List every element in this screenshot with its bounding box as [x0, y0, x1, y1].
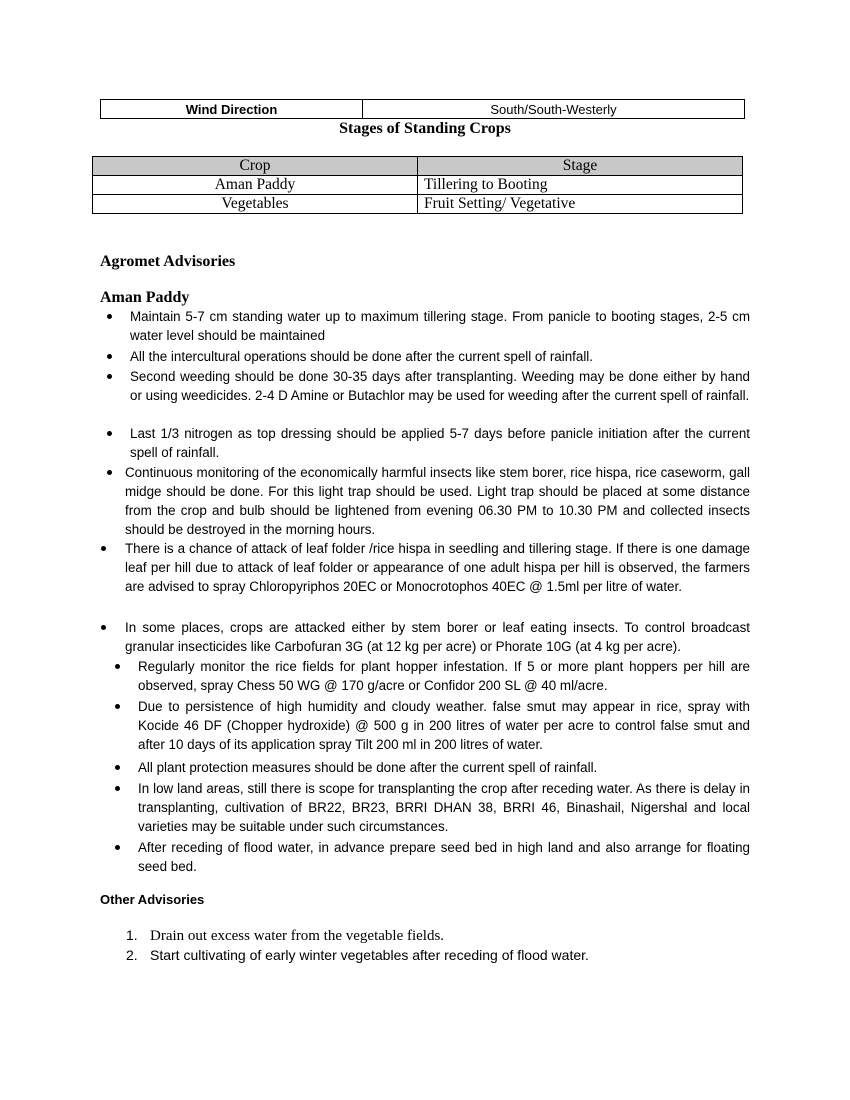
advisory-text: After receding of flood water, in advance prepare seed bed in high land and also arrange for floating seed bed. — [138, 840, 750, 874]
bullet-icon — [115, 664, 120, 669]
advisory-item — [138, 758, 750, 777]
advisory-text: All the intercultural operations should be done after the current spell of rainfall. — [130, 349, 593, 364]
wind-direction-label: Wind Direction — [101, 100, 363, 119]
advisory-text: Maintain 5-7 cm standing water up to maximum tillering stage. From panicle to booting stages, 2-5 cm water level should be maintained — [130, 309, 750, 343]
list-item — [126, 926, 766, 946]
bullet-icon — [115, 765, 120, 770]
bullet-icon — [107, 354, 112, 359]
advisory-text: Last 1/3 nitrogen as top dressing should be applied 5-7 days before panicle initiation after the current spell of rainfall. — [130, 426, 750, 460]
stages-title: Stages of Standing Crops — [339, 120, 511, 137]
bullet-icon — [101, 546, 106, 551]
table-row — [93, 195, 743, 214]
list-text: Drain out excess water from the vegetable fields. — [150, 928, 445, 944]
other-advisories-list — [126, 926, 766, 965]
table-header-row — [93, 157, 743, 176]
bullet-icon — [101, 625, 106, 630]
crop-stage-table — [92, 156, 743, 214]
crop-cell: Vegetables — [93, 195, 418, 214]
crop-cell: Aman Paddy — [93, 176, 418, 195]
list-item — [126, 946, 766, 965]
bullet-icon — [107, 431, 112, 436]
wind-direction-row — [101, 100, 745, 119]
bullet-icon — [115, 704, 120, 709]
advisory-item — [138, 657, 750, 695]
advisory-item — [130, 367, 750, 405]
advisory-text: Continuous monitoring of the economically harmful insects like stem borer, rice hispa, rice caseworm, gall midge should be done. For this light trap should be used. Light trap should be placed at some distance from the crop and bulb should be lightened from evening 06.30 PM to 10.30 PM and collected insects should be destroyed in the morning hours. — [125, 465, 750, 537]
advisory-item — [138, 779, 750, 836]
header-crop: Crop — [93, 157, 418, 176]
advisory-item — [125, 463, 750, 539]
advisory-text: Due to persistence of high humidity and cloudy weather. false smut may appear in rice, spray with Kocide 46 DF (Chopper hydroxide) @ 500 g in 200 litres of water per acre to control false smut and after 10 days of its application spray Tilt 200 ml in 200 litres of water. — [138, 699, 750, 752]
wind-direction-table — [100, 99, 745, 119]
aman-paddy-heading: Aman Paddy — [100, 289, 190, 306]
header-stage: Stage — [418, 157, 743, 176]
advisory-item — [130, 307, 750, 345]
advisory-item — [125, 539, 750, 596]
advisory-text: Second weeding should be done 30-35 days after transplanting. Weeding may be done either by hand or using weedicides. 2-4 D Amine or Butachlor may be used for weeding after the current spell of rainfall. — [130, 369, 750, 403]
other-advisories-heading: Other Advisories — [100, 892, 205, 907]
stage-cell: Fruit Setting/ Vegetative — [418, 195, 743, 214]
advisory-text: In low land areas, still there is scope for transplanting the crop after receding water. As there is delay in transplanting, cultivation of BR22, BR23, BRRI DHAN 38, BRRI 46, Binashail, Nigershal and local varieties may be suitable under such circumstances. — [138, 781, 750, 834]
advisory-item — [125, 618, 750, 656]
agromet-heading: Agromet Advisories — [100, 253, 236, 270]
advisory-text: All plant protection measures should be done after the current spell of rainfall. — [138, 760, 598, 775]
advisory-item — [138, 838, 750, 876]
bullet-icon — [115, 786, 120, 791]
bullet-icon — [107, 470, 112, 475]
advisory-text: There is a chance of attack of leaf folder /rice hispa in seedling and tillering stage. If there is one damage leaf per hill due to attack of leaf folder or appearance of one adult hispa per hill is observed, the farmers are advised to spray Chloropyriphos 20EC or Monocrotophos 40EC @ 1.5ml per litre of water. — [125, 541, 750, 594]
wind-direction-value: South/South-Westerly — [363, 100, 745, 119]
advisory-item — [130, 347, 750, 366]
stage-cell: Tillering to Booting — [418, 176, 743, 195]
advisory-text: Regularly monitor the rice fields for plant hopper infestation. If 5 or more plant hoppers per hill are observed, spray Chess 50 WG @ 170 g/acre or Confidor 200 SL @ 40 ml/acre. — [138, 659, 750, 693]
advisory-item — [138, 697, 750, 754]
advisory-item — [130, 424, 750, 462]
list-number: 1. — [126, 927, 138, 943]
list-text: Start cultivating of early winter vegetables after receding of flood water. — [150, 947, 589, 963]
list-number: 2. — [126, 947, 138, 963]
table-row — [93, 176, 743, 195]
advisory-text: In some places, crops are attacked either by stem borer or leaf eating insects. To control broadcast granular insecticides like Carbofuran 3G (at 12 kg per acre) or Phorate 10G (at 4 kg per acre). — [125, 620, 750, 654]
bullet-icon — [107, 374, 112, 379]
bullet-icon — [115, 845, 120, 850]
bullet-icon — [107, 314, 112, 319]
